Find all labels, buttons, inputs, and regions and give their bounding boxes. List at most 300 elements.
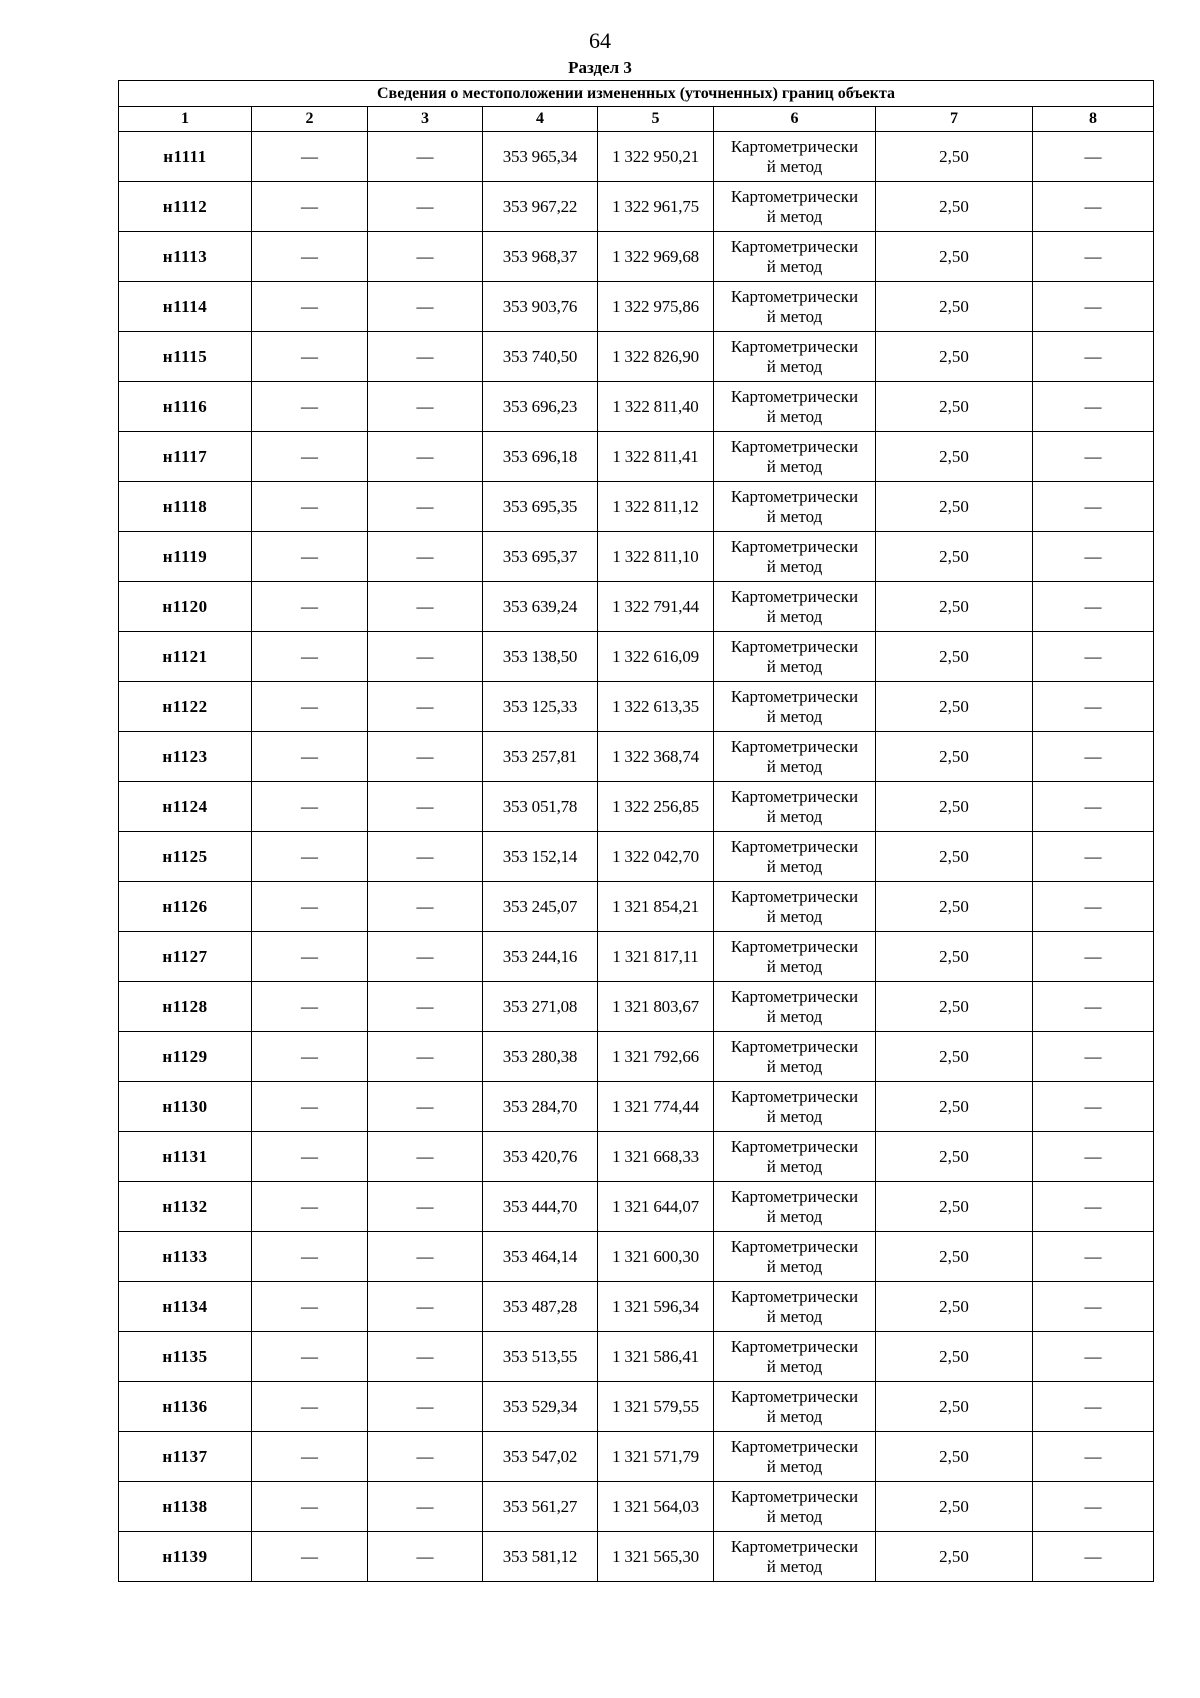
column-8-cell: — (1033, 532, 1154, 582)
column-2-cell: — (252, 482, 368, 532)
y-coordinate-cell: 1 321 565,30 (598, 1532, 714, 1582)
column-number: 2 (252, 107, 368, 132)
column-number: 6 (714, 107, 876, 132)
column-8-cell: — (1033, 1432, 1154, 1482)
accuracy-cell: 2,50 (876, 632, 1033, 682)
method-line-2: й метод (766, 206, 823, 226)
column-8-cell: — (1033, 1182, 1154, 1232)
method-line-2: й метод (766, 1056, 823, 1076)
table-row (119, 1382, 1154, 1432)
column-8-cell: — (1033, 1332, 1154, 1382)
accuracy-cell: 2,50 (876, 882, 1033, 932)
method-line-2: й метод (766, 1506, 823, 1526)
column-3-cell: — (368, 982, 483, 1032)
point-id-cell: н1138 (119, 1482, 252, 1532)
column-3-cell: — (368, 1332, 483, 1382)
column-2-cell: — (252, 1182, 368, 1232)
method-line-1: Картометрически (730, 536, 859, 556)
column-2-cell: — (252, 882, 368, 932)
method-line-2: й метод (766, 356, 823, 376)
method-cell (714, 1432, 876, 1482)
table-row (119, 932, 1154, 982)
table-row (119, 882, 1154, 932)
column-3-cell: — (368, 882, 483, 932)
accuracy-cell: 2,50 (876, 332, 1033, 382)
table-row (119, 432, 1154, 482)
x-coordinate-cell: 353 125,33 (483, 682, 598, 732)
accuracy-cell: 2,50 (876, 1232, 1033, 1282)
y-coordinate-cell: 1 322 969,68 (598, 232, 714, 282)
accuracy-cell: 2,50 (876, 432, 1033, 482)
table-row (119, 582, 1154, 632)
x-coordinate-cell: 353 740,50 (483, 332, 598, 382)
method-line-1: Картометрически (730, 886, 859, 906)
accuracy-cell: 2,50 (876, 382, 1033, 432)
table-row (119, 632, 1154, 682)
point-id-cell: н1122 (119, 682, 252, 732)
point-id-cell: н1119 (119, 532, 252, 582)
column-2-cell: — (252, 232, 368, 282)
accuracy-cell: 2,50 (876, 782, 1033, 832)
table-row (119, 1432, 1154, 1482)
column-2-cell: — (252, 382, 368, 432)
method-line-2: й метод (766, 156, 823, 176)
column-8-cell: — (1033, 1282, 1154, 1332)
column-3-cell: — (368, 532, 483, 582)
method-line-1: Картометрически (730, 1436, 859, 1456)
column-2-cell: — (252, 1382, 368, 1432)
method-line-1: Картометрически (730, 336, 859, 356)
y-coordinate-cell: 1 322 811,41 (598, 432, 714, 482)
y-coordinate-cell: 1 322 256,85 (598, 782, 714, 832)
y-coordinate-cell: 1 322 811,10 (598, 532, 714, 582)
table-row (119, 732, 1154, 782)
column-3-cell: — (368, 732, 483, 782)
method-line-2: й метод (766, 856, 823, 876)
y-coordinate-cell: 1 322 975,86 (598, 282, 714, 332)
column-3-cell: — (368, 1532, 483, 1582)
method-line-2: й метод (766, 506, 823, 526)
method-line-2: й метод (766, 706, 823, 726)
table-caption-row (119, 81, 1154, 107)
x-coordinate-cell: 353 420,76 (483, 1132, 598, 1182)
method-line-2: й метод (766, 1456, 823, 1476)
accuracy-cell: 2,50 (876, 1282, 1033, 1332)
method-cell (714, 482, 876, 532)
column-8-cell: — (1033, 382, 1154, 432)
method-line-1: Картометрически (730, 836, 859, 856)
point-id-cell: н1117 (119, 432, 252, 482)
method-line-1: Картометрически (730, 586, 859, 606)
method-line-1: Картометрически (730, 186, 859, 206)
accuracy-cell: 2,50 (876, 1482, 1033, 1532)
table-row (119, 482, 1154, 532)
column-3-cell: — (368, 1382, 483, 1432)
table-row (119, 332, 1154, 382)
accuracy-cell: 2,50 (876, 232, 1033, 282)
method-line-1: Картометрически (730, 1236, 859, 1256)
column-3-cell: — (368, 782, 483, 832)
column-3-cell: — (368, 382, 483, 432)
method-cell (714, 1032, 876, 1082)
column-8-cell: — (1033, 582, 1154, 632)
column-3-cell: — (368, 832, 483, 882)
x-coordinate-cell: 353 695,37 (483, 532, 598, 582)
x-coordinate-cell: 353 547,02 (483, 1432, 598, 1482)
column-2-cell: — (252, 682, 368, 732)
y-coordinate-cell: 1 322 811,12 (598, 482, 714, 532)
method-cell (714, 182, 876, 232)
method-line-1: Картометрически (730, 1286, 859, 1306)
accuracy-cell: 2,50 (876, 982, 1033, 1032)
x-coordinate-cell: 353 967,22 (483, 182, 598, 232)
method-line-2: й метод (766, 756, 823, 776)
point-id-cell: н1116 (119, 382, 252, 432)
y-coordinate-cell: 1 321 596,34 (598, 1282, 714, 1332)
point-id-cell: н1124 (119, 782, 252, 832)
y-coordinate-cell: 1 322 950,21 (598, 132, 714, 182)
column-3-cell: — (368, 432, 483, 482)
column-number: 1 (119, 107, 252, 132)
method-cell (714, 1382, 876, 1432)
x-coordinate-cell: 353 280,38 (483, 1032, 598, 1082)
method-line-2: й метод (766, 606, 823, 626)
x-coordinate-cell: 353 444,70 (483, 1182, 598, 1232)
method-line-1: Картометрически (730, 386, 859, 406)
column-number: 8 (1033, 107, 1154, 132)
column-8-cell: — (1033, 232, 1154, 282)
column-2-cell: — (252, 432, 368, 482)
x-coordinate-cell: 353 138,50 (483, 632, 598, 682)
table-row (119, 1482, 1154, 1532)
y-coordinate-cell: 1 321 579,55 (598, 1382, 714, 1432)
x-coordinate-cell: 353 696,23 (483, 382, 598, 432)
x-coordinate-cell: 353 464,14 (483, 1232, 598, 1282)
method-line-2: й метод (766, 906, 823, 926)
y-coordinate-cell: 1 322 042,70 (598, 832, 714, 882)
accuracy-cell: 2,50 (876, 482, 1033, 532)
method-line-2: й метод (766, 1006, 823, 1026)
accuracy-cell: 2,50 (876, 1032, 1033, 1082)
method-cell (714, 782, 876, 832)
point-id-cell: н1125 (119, 832, 252, 882)
method-cell (714, 332, 876, 382)
y-coordinate-cell: 1 321 668,33 (598, 1132, 714, 1182)
column-8-cell: — (1033, 1482, 1154, 1532)
column-8-cell: — (1033, 732, 1154, 782)
method-cell (714, 632, 876, 682)
accuracy-cell: 2,50 (876, 1382, 1033, 1432)
column-2-cell: — (252, 1332, 368, 1382)
method-cell (714, 232, 876, 282)
method-line-1: Картометрически (730, 1386, 859, 1406)
y-coordinate-cell: 1 322 616,09 (598, 632, 714, 682)
method-line-1: Картометрически (730, 136, 859, 156)
accuracy-cell: 2,50 (876, 1332, 1033, 1382)
method-line-1: Картометрически (730, 686, 859, 706)
table-row (119, 1182, 1154, 1232)
accuracy-cell: 2,50 (876, 732, 1033, 782)
method-line-1: Картометрически (730, 1086, 859, 1106)
method-line-1: Картометрически (730, 736, 859, 756)
column-2-cell: — (252, 1482, 368, 1532)
point-id-cell: н1127 (119, 932, 252, 982)
accuracy-cell: 2,50 (876, 1182, 1033, 1232)
table-row (119, 532, 1154, 582)
column-8-cell: — (1033, 632, 1154, 682)
method-line-2: й метод (766, 1556, 823, 1576)
y-coordinate-cell: 1 321 854,21 (598, 882, 714, 932)
point-id-cell: н1111 (119, 132, 252, 182)
column-3-cell: — (368, 482, 483, 532)
point-id-cell: н1118 (119, 482, 252, 532)
method-line-1: Картометрически (730, 936, 859, 956)
column-8-cell: — (1033, 782, 1154, 832)
method-line-2: й метод (766, 456, 823, 476)
column-2-cell: — (252, 1082, 368, 1132)
column-8-cell: — (1033, 932, 1154, 982)
y-coordinate-cell: 1 322 368,74 (598, 732, 714, 782)
column-3-cell: — (368, 1482, 483, 1532)
column-3-cell: — (368, 932, 483, 982)
column-8-cell: — (1033, 682, 1154, 732)
method-cell (714, 1132, 876, 1182)
x-coordinate-cell: 353 513,55 (483, 1332, 598, 1382)
column-3-cell: — (368, 1082, 483, 1132)
column-2-cell: — (252, 832, 368, 882)
accuracy-cell: 2,50 (876, 582, 1033, 632)
table-row (119, 982, 1154, 1032)
column-8-cell: — (1033, 832, 1154, 882)
method-cell (714, 1532, 876, 1582)
column-2-cell: — (252, 1232, 368, 1282)
method-cell (714, 682, 876, 732)
method-cell (714, 282, 876, 332)
column-3-cell: — (368, 182, 483, 232)
accuracy-cell: 2,50 (876, 1132, 1033, 1182)
accuracy-cell: 2,50 (876, 682, 1033, 732)
accuracy-cell: 2,50 (876, 282, 1033, 332)
method-line-2: й метод (766, 1356, 823, 1376)
column-8-cell: — (1033, 282, 1154, 332)
column-2-cell: — (252, 532, 368, 582)
method-line-1: Картометрически (730, 1336, 859, 1356)
table-caption: Сведения о местоположении измененных (уточненных) границ объекта (119, 81, 1154, 107)
method-line-2: й метод (766, 1406, 823, 1426)
method-line-2: й метод (766, 1306, 823, 1326)
point-id-cell: н1129 (119, 1032, 252, 1082)
method-line-1: Картометрически (730, 1486, 859, 1506)
column-2-cell: — (252, 932, 368, 982)
method-cell (714, 432, 876, 482)
y-coordinate-cell: 1 321 644,07 (598, 1182, 714, 1232)
method-line-1: Картометрически (730, 436, 859, 456)
column-8-cell: — (1033, 332, 1154, 382)
x-coordinate-cell: 353 244,16 (483, 932, 598, 982)
column-8-cell: — (1033, 432, 1154, 482)
y-coordinate-cell: 1 322 811,40 (598, 382, 714, 432)
method-cell (714, 1282, 876, 1332)
x-coordinate-cell: 353 529,34 (483, 1382, 598, 1432)
table-row (119, 1532, 1154, 1582)
accuracy-cell: 2,50 (876, 1432, 1033, 1482)
method-cell (714, 1182, 876, 1232)
method-line-2: й метод (766, 306, 823, 326)
point-id-cell: н1134 (119, 1282, 252, 1332)
column-2-cell: — (252, 732, 368, 782)
column-3-cell: — (368, 1182, 483, 1232)
accuracy-cell: 2,50 (876, 182, 1033, 232)
column-3-cell: — (368, 1432, 483, 1482)
y-coordinate-cell: 1 322 826,90 (598, 332, 714, 382)
method-line-2: й метод (766, 1206, 823, 1226)
method-line-1: Картометрически (730, 486, 859, 506)
y-coordinate-cell: 1 321 817,11 (598, 932, 714, 982)
x-coordinate-cell: 353 487,28 (483, 1282, 598, 1332)
page-number: 64 (589, 28, 611, 53)
y-coordinate-cell: 1 322 791,44 (598, 582, 714, 632)
column-3-cell: — (368, 632, 483, 682)
point-id-cell: н1139 (119, 1532, 252, 1582)
method-line-2: й метод (766, 556, 823, 576)
table-row (119, 1032, 1154, 1082)
column-3-cell: — (368, 232, 483, 282)
column-2-cell: — (252, 782, 368, 832)
column-3-cell: — (368, 1032, 483, 1082)
method-line-1: Картометрически (730, 236, 859, 256)
section-title: Раздел 3 (568, 58, 632, 77)
method-line-2: й метод (766, 956, 823, 976)
table-row (119, 1082, 1154, 1132)
method-cell (714, 832, 876, 882)
column-number: 4 (483, 107, 598, 132)
column-2-cell: — (252, 132, 368, 182)
method-cell (714, 582, 876, 632)
column-3-cell: — (368, 1232, 483, 1282)
column-2-cell: — (252, 182, 368, 232)
y-coordinate-cell: 1 321 564,03 (598, 1482, 714, 1532)
table-row (119, 1132, 1154, 1182)
column-2-cell: — (252, 1532, 368, 1582)
method-cell (714, 1482, 876, 1532)
x-coordinate-cell: 353 561,27 (483, 1482, 598, 1532)
table-row (119, 132, 1154, 182)
method-line-2: й метод (766, 656, 823, 676)
method-line-2: й метод (766, 1106, 823, 1126)
point-id-cell: н1136 (119, 1382, 252, 1432)
method-cell (714, 532, 876, 582)
point-id-cell: н1123 (119, 732, 252, 782)
column-8-cell: — (1033, 982, 1154, 1032)
column-numbers-row (119, 107, 1154, 132)
column-8-cell: — (1033, 182, 1154, 232)
point-id-cell: н1112 (119, 182, 252, 232)
method-line-1: Картометрически (730, 636, 859, 656)
accuracy-cell: 2,50 (876, 932, 1033, 982)
column-3-cell: — (368, 132, 483, 182)
method-cell (714, 1082, 876, 1132)
point-id-cell: н1137 (119, 1432, 252, 1482)
method-line-1: Картометрически (730, 1186, 859, 1206)
accuracy-cell: 2,50 (876, 1532, 1033, 1582)
column-3-cell: — (368, 1132, 483, 1182)
column-3-cell: — (368, 332, 483, 382)
table-body (119, 132, 1154, 1582)
x-coordinate-cell: 353 639,24 (483, 582, 598, 632)
accuracy-cell: 2,50 (876, 1082, 1033, 1132)
method-line-1: Картометрически (730, 286, 859, 306)
x-coordinate-cell: 353 152,14 (483, 832, 598, 882)
point-id-cell: н1115 (119, 332, 252, 382)
table-row (119, 282, 1154, 332)
method-line-1: Картометрически (730, 1536, 859, 1556)
column-2-cell: — (252, 1032, 368, 1082)
column-8-cell: — (1033, 1382, 1154, 1432)
table-row (119, 382, 1154, 432)
method-line-1: Картометрически (730, 1136, 859, 1156)
point-id-cell: н1113 (119, 232, 252, 282)
point-id-cell: н1132 (119, 1182, 252, 1232)
point-id-cell: н1121 (119, 632, 252, 682)
column-2-cell: — (252, 1282, 368, 1332)
column-3-cell: — (368, 582, 483, 632)
y-coordinate-cell: 1 321 774,44 (598, 1082, 714, 1132)
column-8-cell: — (1033, 1532, 1154, 1582)
point-id-cell: н1131 (119, 1132, 252, 1182)
column-number: 5 (598, 107, 714, 132)
column-number: 7 (876, 107, 1033, 132)
point-id-cell: н1128 (119, 982, 252, 1032)
y-coordinate-cell: 1 321 571,79 (598, 1432, 714, 1482)
method-line-2: й метод (766, 806, 823, 826)
method-line-2: й метод (766, 256, 823, 276)
table-row (119, 232, 1154, 282)
x-coordinate-cell: 353 968,37 (483, 232, 598, 282)
method-line-1: Картометрически (730, 986, 859, 1006)
method-cell (714, 732, 876, 782)
method-line-2: й метод (766, 1156, 823, 1176)
column-8-cell: — (1033, 482, 1154, 532)
method-cell (714, 932, 876, 982)
table-row (119, 1282, 1154, 1332)
accuracy-cell: 2,50 (876, 132, 1033, 182)
x-coordinate-cell: 353 051,78 (483, 782, 598, 832)
point-id-cell: н1114 (119, 282, 252, 332)
method-line-1: Картометрически (730, 1036, 859, 1056)
table-row (119, 1232, 1154, 1282)
method-cell (714, 882, 876, 932)
y-coordinate-cell: 1 321 792,66 (598, 1032, 714, 1082)
y-coordinate-cell: 1 321 586,41 (598, 1332, 714, 1382)
coordinates-table (118, 80, 1154, 1582)
y-coordinate-cell: 1 322 961,75 (598, 182, 714, 232)
method-line-1: Картометрически (730, 786, 859, 806)
column-8-cell: — (1033, 1082, 1154, 1132)
column-8-cell: — (1033, 1032, 1154, 1082)
x-coordinate-cell: 353 903,76 (483, 282, 598, 332)
point-id-cell: н1120 (119, 582, 252, 632)
method-line-2: й метод (766, 1256, 823, 1276)
method-cell (714, 1232, 876, 1282)
column-3-cell: — (368, 1282, 483, 1332)
point-id-cell: н1133 (119, 1232, 252, 1282)
column-number: 3 (368, 107, 483, 132)
y-coordinate-cell: 1 321 803,67 (598, 982, 714, 1032)
point-id-cell: н1126 (119, 882, 252, 932)
x-coordinate-cell: 353 695,35 (483, 482, 598, 532)
x-coordinate-cell: 353 284,70 (483, 1082, 598, 1132)
x-coordinate-cell: 353 581,12 (483, 1532, 598, 1582)
